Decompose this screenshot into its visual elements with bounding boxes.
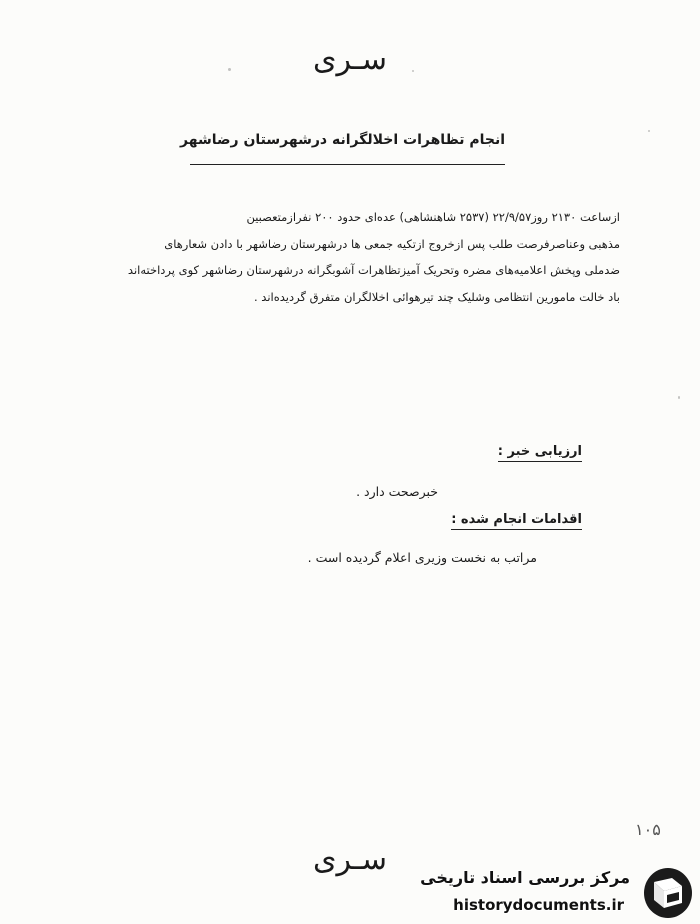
body-line: مذهبی وعناصرفرصت طلب پس ازخروج ازتکیه جمعی ها درشهرستان رضاشهر با دادن شعارهای	[164, 236, 620, 251]
archive-logo-icon	[642, 866, 694, 920]
evaluation-value: خبرصحت دارد .	[356, 484, 438, 499]
actions-label	[451, 512, 582, 527]
body-line: ازساعت ۲۱۳۰ روز۲۲/۹/۵۷ (۲۵۳۷ شاهنشاهی) عده‌ای حدود ۲۰۰ نفرازمتعصبین	[246, 210, 620, 224]
actions-value: مراتب به نخست وزیری اعلام گردیده است .	[307, 550, 537, 565]
document-subject: انجام تظاهرات اخلالگرانه درشهرستان رضاشهر	[180, 132, 505, 148]
classification-footer: سـری	[313, 842, 387, 877]
document-body	[90, 204, 620, 310]
evaluation-label	[498, 444, 582, 459]
actions-label-text: اقدامات انجام شده :	[451, 512, 582, 530]
subject-underline	[190, 164, 505, 165]
scan-speck	[648, 130, 650, 132]
scan-speck	[678, 396, 680, 399]
body-line: ضدملی وپخش اعلامیه‌های مضره وتحریک آمیزتظاهرات آشوبگرانه درشهرستان رضاشهر کوی پرداخته‌اند	[127, 263, 620, 277]
archive-url: historydocuments.ir	[453, 896, 624, 914]
body-line: باد خالت مامورین انتظامی وشلیک چند تیرهوائی اخلالگران متفرق گردیده‌اند .	[253, 289, 620, 304]
evaluation-label-text: ارزیابی خبر :	[498, 444, 582, 462]
archive-watermark	[415, 862, 700, 924]
page-number: ۱۰۵	[635, 820, 661, 839]
archive-title: مرکز بررسی اسناد تاریخی	[420, 868, 630, 887]
classification-header: سـری	[313, 42, 387, 77]
